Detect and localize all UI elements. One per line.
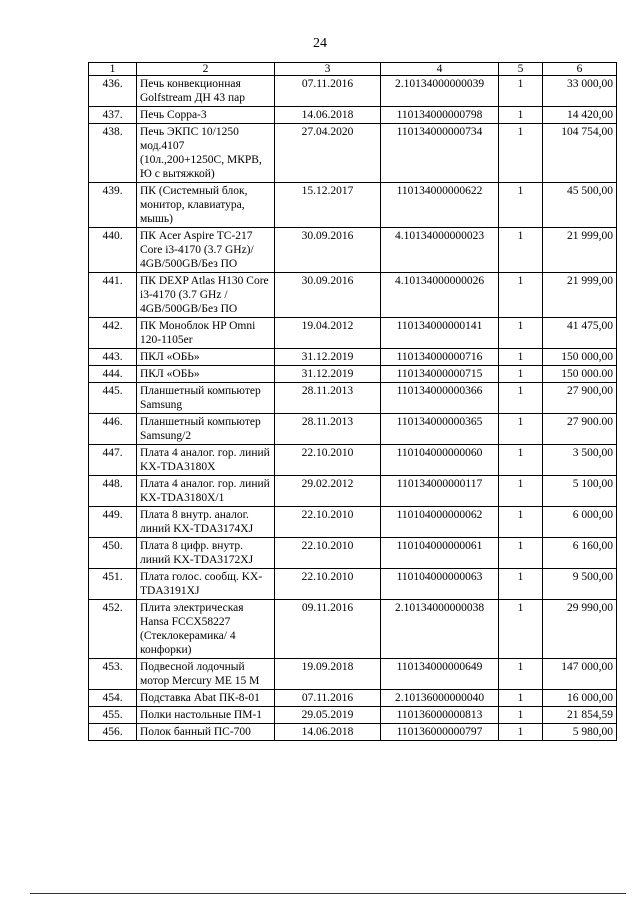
price-cell: 21 854,59 [543,707,617,724]
quantity-cell: 1 [499,318,543,349]
quantity-cell: 1 [499,600,543,659]
item-name-cell: Планшетный компьютер Samsung [137,383,275,414]
date-cell: 31.12.2019 [275,349,381,366]
item-name-cell: Полки настольные ПМ-1 [137,707,275,724]
price-cell: 150 000,00 [543,349,617,366]
row-number-cell: 443. [89,349,137,366]
date-cell: 27.04.2020 [275,124,381,183]
item-name-cell: Печь ЭКПС 10/1250 мод.4107 (10л.,200+1250С, МКРВ, Ю с вытяжкой) [137,124,275,183]
inventory-code-cell: 110104000000063 [381,569,499,600]
table-row [89,383,617,414]
page-bottom-divider [30,893,626,894]
price-cell: 27 900.00 [543,414,617,445]
table-row [89,76,617,107]
quantity-cell: 1 [499,349,543,366]
quantity-cell: 1 [499,707,543,724]
date-cell: 19.09.2018 [275,659,381,690]
date-cell: 14.06.2018 [275,107,381,124]
price-cell: 6 000,00 [543,507,617,538]
price-cell: 6 160,00 [543,538,617,569]
table-row [89,366,617,383]
date-cell: 07.11.2016 [275,690,381,707]
table-row [89,183,617,228]
inventory-code-cell: 110134000000366 [381,383,499,414]
date-cell: 22.10.2010 [275,538,381,569]
column-header: 4 [381,63,499,76]
quantity-cell: 1 [499,414,543,445]
quantity-cell: 1 [499,273,543,318]
quantity-cell: 1 [499,659,543,690]
table-row [89,707,617,724]
table-header-row [89,63,617,76]
date-cell: 19.04.2012 [275,318,381,349]
inventory-code-cell: 2.10136000000040 [381,690,499,707]
table-row [89,124,617,183]
inventory-code-cell: 4.10134000000026 [381,273,499,318]
price-cell: 33 000,00 [543,76,617,107]
inventory-code-cell: 4.10134000000023 [381,228,499,273]
item-name-cell: Плата 8 внутр. аналог. линий KX-TDA3174XJ [137,507,275,538]
column-header: 2 [137,63,275,76]
date-cell: 29.05.2019 [275,707,381,724]
row-number-cell: 445. [89,383,137,414]
column-header: 6 [543,63,617,76]
quantity-cell: 1 [499,569,543,600]
price-cell: 21 999,00 [543,228,617,273]
row-number-cell: 438. [89,124,137,183]
inventory-code-cell: 110136000000797 [381,724,499,741]
row-number-cell: 450. [89,538,137,569]
row-number-cell: 454. [89,690,137,707]
table-row [89,569,617,600]
table-row [89,538,617,569]
item-name-cell: Плата голос. сообщ. KX-TDA3191XJ [137,569,275,600]
inventory-table [88,62,617,741]
row-number-cell: 449. [89,507,137,538]
date-cell: 22.10.2010 [275,445,381,476]
date-cell: 09.11.2016 [275,600,381,659]
price-cell: 14 420,00 [543,107,617,124]
date-cell: 28.11.2013 [275,383,381,414]
row-number-cell: 440. [89,228,137,273]
inventory-code-cell: 110136000000813 [381,707,499,724]
table-row [89,349,617,366]
inventory-code-cell: 2.10134000000039 [381,76,499,107]
row-number-cell: 456. [89,724,137,741]
price-cell: 21 999,00 [543,273,617,318]
date-cell: 30.09.2016 [275,228,381,273]
item-name-cell: Подставка Abat ПК-8-01 [137,690,275,707]
inventory-code-cell: 110134000000716 [381,349,499,366]
inventory-code-cell: 110134000000622 [381,183,499,228]
row-number-cell: 452. [89,600,137,659]
row-number-cell: 437. [89,107,137,124]
quantity-cell: 1 [499,76,543,107]
inventory-code-cell: 110104000000060 [381,445,499,476]
table-row [89,273,617,318]
date-cell: 15.12.2017 [275,183,381,228]
table-row [89,600,617,659]
price-cell: 41 475,00 [543,318,617,349]
row-number-cell: 447. [89,445,137,476]
row-number-cell: 439. [89,183,137,228]
quantity-cell: 1 [499,538,543,569]
price-cell: 3 500,00 [543,445,617,476]
item-name-cell: Планшетный компьютер Samsung/2 [137,414,275,445]
quantity-cell: 1 [499,476,543,507]
item-name-cell: ПК Acer Aspire TC-217 Core i3-4170 (3.7 GHz)/ 4GB/500GB/Без ПО [137,228,275,273]
date-cell: 22.10.2010 [275,569,381,600]
row-number-cell: 436. [89,76,137,107]
inventory-code-cell: 110134000000734 [381,124,499,183]
quantity-cell: 1 [499,724,543,741]
item-name-cell: Плита электрическая Hansa FCCX58227 (Стеклокерамика/ 4 конфорки) [137,600,275,659]
date-cell: 30.09.2016 [275,273,381,318]
price-cell: 45 500,00 [543,183,617,228]
price-cell: 150 000.00 [543,366,617,383]
row-number-cell: 451. [89,569,137,600]
date-cell: 14.06.2018 [275,724,381,741]
row-number-cell: 441. [89,273,137,318]
table-row [89,318,617,349]
item-name-cell: ПК Моноблок HP Omni 120-1105er [137,318,275,349]
item-name-cell: ПКЛ «ОБЬ» [137,366,275,383]
row-number-cell: 453. [89,659,137,690]
inventory-code-cell: 110134000000649 [381,659,499,690]
column-header: 3 [275,63,381,76]
quantity-cell: 1 [499,445,543,476]
item-name-cell: Печь Сорра-3 [137,107,275,124]
price-cell: 9 500,00 [543,569,617,600]
table-row [89,476,617,507]
column-header: 1 [89,63,137,76]
table-row [89,724,617,741]
page-number: 24 [313,36,327,51]
item-name-cell: ПК DEXP Atlas H130 Core i3-4170 (3.7 GHz / 4GB/500GB/Без ПО [137,273,275,318]
item-name-cell: ПК (Системный блок, монитор, клавиатура, мышь) [137,183,275,228]
quantity-cell: 1 [499,107,543,124]
inventory-code-cell: 110104000000061 [381,538,499,569]
price-cell: 104 754,00 [543,124,617,183]
quantity-cell: 1 [499,228,543,273]
item-name-cell: Плата 8 цифр. внутр. линий KX-TDA3172XJ [137,538,275,569]
table-row [89,659,617,690]
table-row [89,445,617,476]
quantity-cell: 1 [499,690,543,707]
item-name-cell: Полок банный ПС-700 [137,724,275,741]
item-name-cell: ПКЛ «ОБЬ» [137,349,275,366]
inventory-code-cell: 110134000000117 [381,476,499,507]
inventory-code-cell: 110134000000141 [381,318,499,349]
price-cell: 5 100,00 [543,476,617,507]
date-cell: 07.11.2016 [275,76,381,107]
price-cell: 27 900,00 [543,383,617,414]
table-row [89,228,617,273]
quantity-cell: 1 [499,383,543,414]
inventory-code-cell: 2.10134000000038 [381,600,499,659]
table-row [89,107,617,124]
quantity-cell: 1 [499,507,543,538]
price-cell: 147 000,00 [543,659,617,690]
date-cell: 22.10.2010 [275,507,381,538]
item-name-cell: Плата 4 аналог. гор. линий KX-TDA3180X [137,445,275,476]
date-cell: 31.12.2019 [275,366,381,383]
table-row [89,414,617,445]
item-name-cell: Печь конвекционная Golfstream ДН 43 пар [137,76,275,107]
table-row [89,507,617,538]
price-cell: 29 990,00 [543,600,617,659]
row-number-cell: 448. [89,476,137,507]
quantity-cell: 1 [499,124,543,183]
row-number-cell: 444. [89,366,137,383]
row-number-cell: 446. [89,414,137,445]
inventory-code-cell: 110104000000062 [381,507,499,538]
quantity-cell: 1 [499,183,543,228]
price-cell: 5 980,00 [543,724,617,741]
row-number-cell: 442. [89,318,137,349]
table-row [89,690,617,707]
item-name-cell: Плата 4 аналог. гор. линий KX-TDA3180X/1 [137,476,275,507]
inventory-code-cell: 110134000000798 [381,107,499,124]
quantity-cell: 1 [499,366,543,383]
date-cell: 28.11.2013 [275,414,381,445]
date-cell: 29.02.2012 [275,476,381,507]
column-header: 5 [499,63,543,76]
price-cell: 16 000,00 [543,690,617,707]
item-name-cell: Подвесной лодочный мотор Mercury ME 15 M [137,659,275,690]
inventory-code-cell: 110134000000715 [381,366,499,383]
row-number-cell: 455. [89,707,137,724]
inventory-code-cell: 110134000000365 [381,414,499,445]
